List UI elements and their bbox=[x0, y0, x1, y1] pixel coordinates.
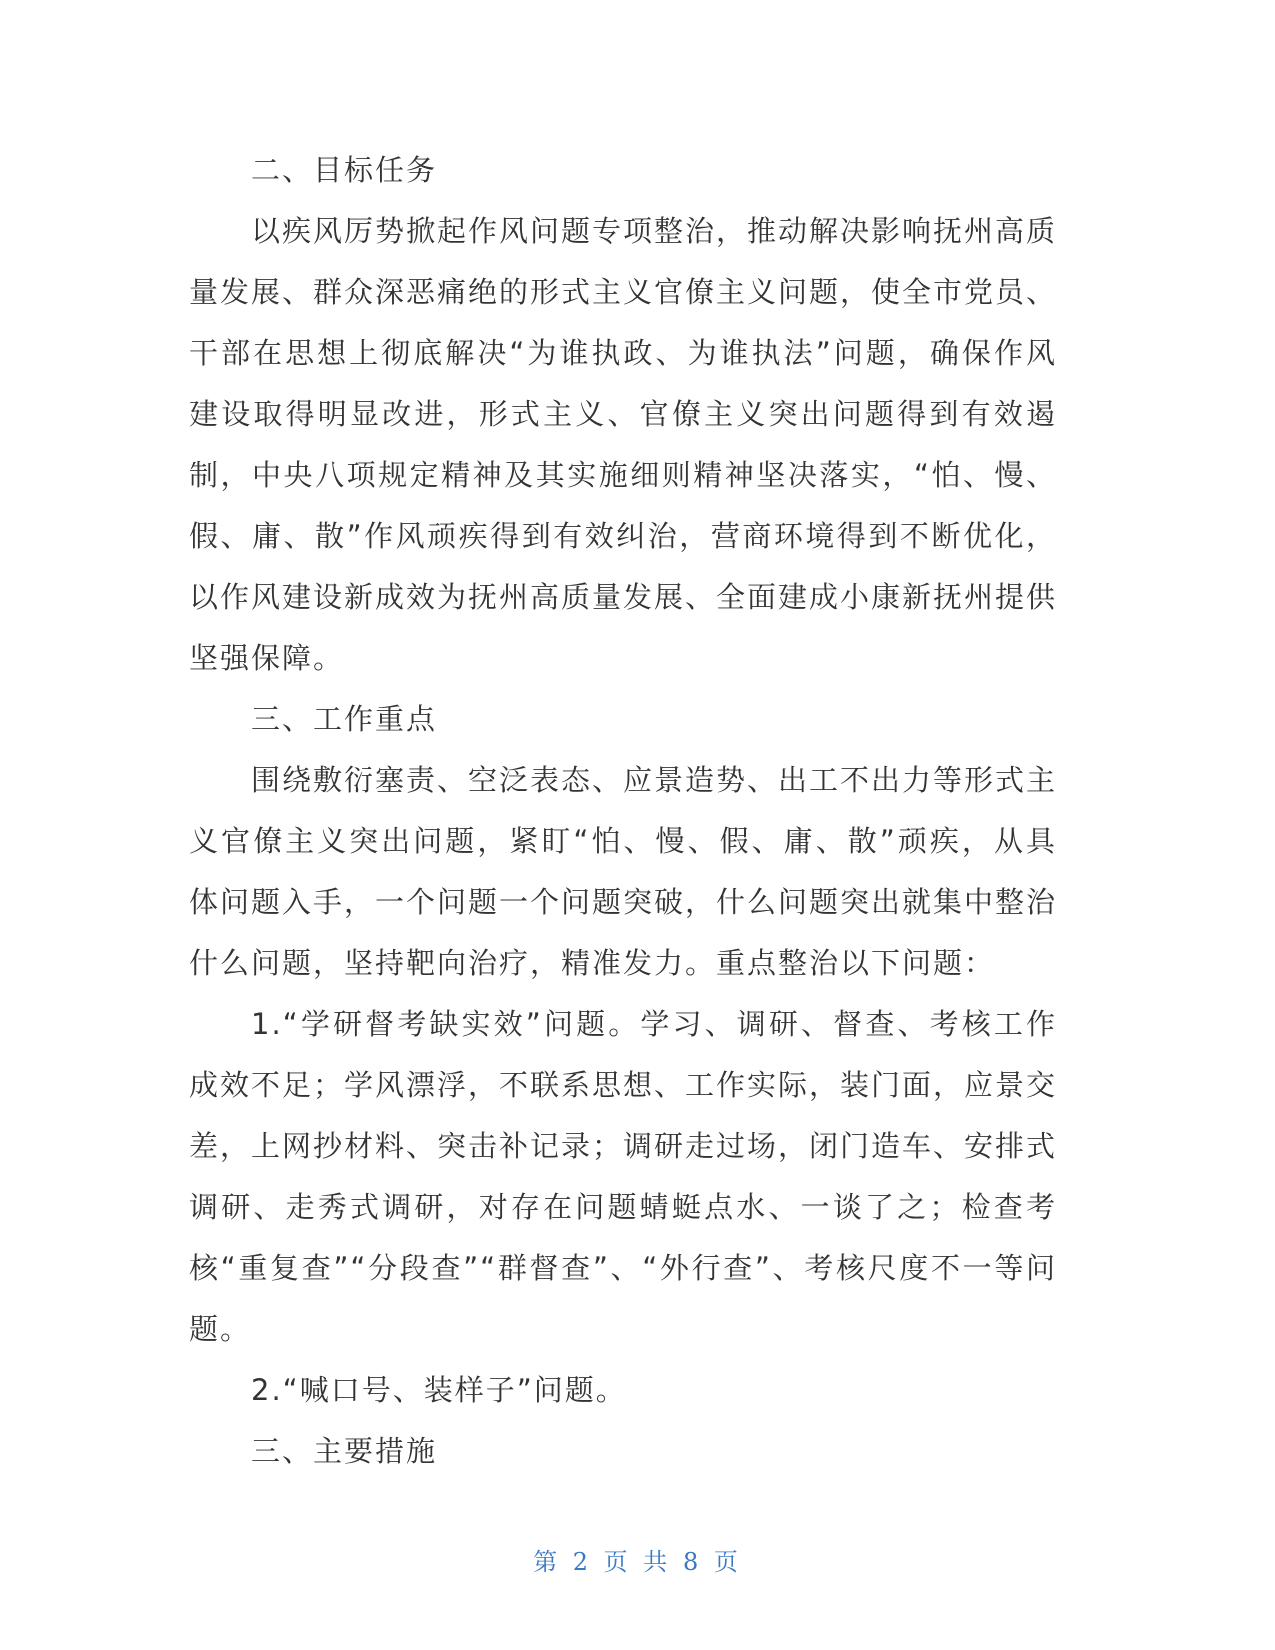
paragraph-goals: 以疾风厉势掀起作风问题专项整治，推动解决影响抚州高质量发展、群众深恶痛绝的形式主义官僚主义问题，使全市党员、干部在思想上彻底解决“为谁执政、为谁执法”问题，确保作风建设取得明显改进，形式主义、官僚主义突出问题得到有效遏制，中央八项规定精神及其实施细则精神坚决落实，“怕、慢、假、庸、散”作风顽疾得到有效纠治，营商环境得到不断优化，以作风建设新成效为抚州高质量发展、全面建成小康新抚州提供坚强保障。 bbox=[189, 214, 1058, 675]
paragraph-focus: 围绕敷衍塞责、空泛表态、应景造势、出工不出力等形式主义官僚主义突出问题，紧盯“怕、慢、假、庸、散”顽疾，从具体问题入手，一个问题一个问题突破，什么问题突出就集中整治什么问题，坚持靶向治疗，精准发力。重点整治以下问题： bbox=[189, 763, 1058, 980]
section-heading-goals: 二、目标任务 bbox=[251, 153, 438, 187]
section-heading-measures: 三、主要措施 bbox=[251, 1434, 438, 1468]
page-number-label: 第 2 页 共 8 页 bbox=[533, 1548, 742, 1576]
section-heading-focus: 三、工作重点 bbox=[251, 702, 438, 736]
document-body bbox=[189, 140, 1057, 1482]
list-item-2: 2.“喊口号、装样子”问题。 bbox=[251, 1373, 627, 1407]
page-footer bbox=[0, 1542, 1275, 1577]
list-item-1: 1.“学研督考缺实效”问题。学习、调研、督查、考核工作成效不足；学风漂浮，不联系思想、工作实际，装门面，应景交差，上网抄材料、突击补记录；调研走过场，闭门造车、安排式调研、走秀式调研，对存在问题蜻蜓点水、一谈了之；检查考核“重复查”“分段查”“群督查”、“外行查”、考核尺度不一等问题。 bbox=[189, 1007, 1058, 1346]
